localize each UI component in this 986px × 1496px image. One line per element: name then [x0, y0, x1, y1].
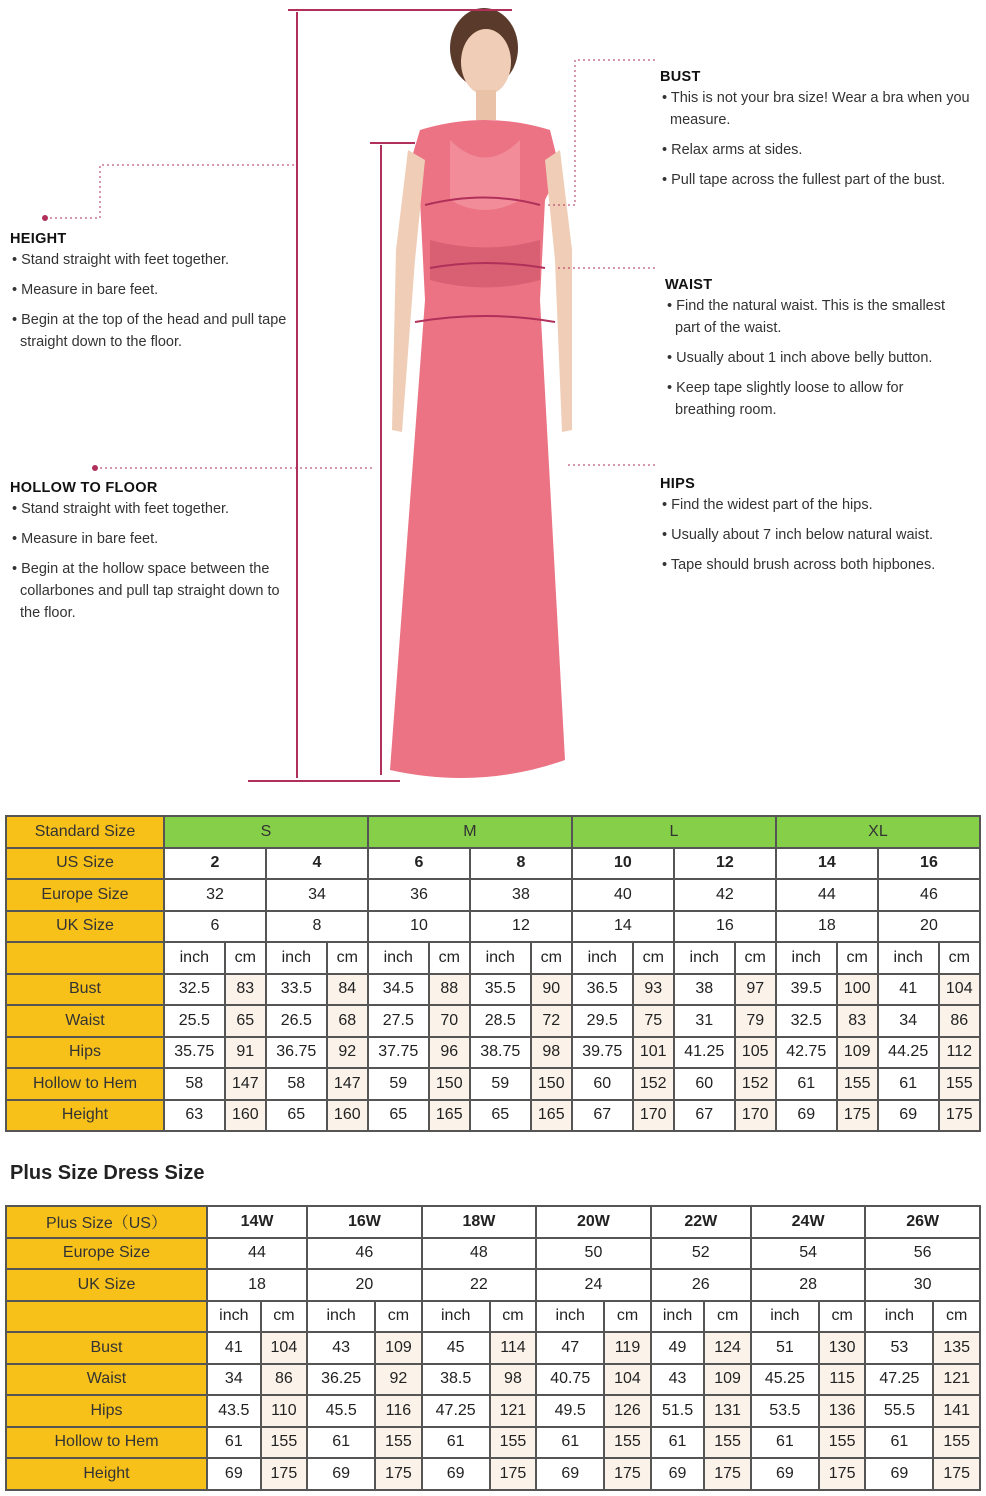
- eu-size-cell: 42: [674, 879, 776, 911]
- measurement-cell: 147: [225, 1068, 266, 1100]
- measurement-cell: 61: [207, 1427, 261, 1459]
- measurement-cell: 39.75: [572, 1037, 633, 1069]
- guide-item: Pull tape across the fullest part of the bust.: [671, 172, 946, 188]
- bust-guide: BUST • This is not your bra size! Wear a bra when you measure. • Relax arms at sides. • Pull tape across the fullest part of the bust.: [660, 67, 985, 199]
- measurement-cell: 34: [207, 1364, 261, 1396]
- guide-item: Begin at the top of the head and pull tape straight down to the floor.: [20, 312, 287, 350]
- uk-size-cell: 20: [307, 1269, 422, 1301]
- row-label: Hollow to Hem: [6, 1427, 207, 1459]
- measurement-cell: 155: [375, 1427, 421, 1459]
- table-row: [6, 942, 980, 974]
- unit-inch: inch: [422, 1301, 490, 1333]
- row-label: Plus Size（US）: [6, 1206, 207, 1238]
- measurement-cell: 160: [225, 1100, 266, 1132]
- row-label: Bust: [6, 1332, 207, 1364]
- unit-inch: inch: [674, 942, 735, 974]
- row-label: Hollow to Hem: [6, 1068, 164, 1100]
- uk-size-cell: 26: [651, 1269, 751, 1301]
- measurement-cell: 72: [531, 1005, 572, 1037]
- measurement-cell: 61: [776, 1068, 837, 1100]
- measurement-cell: 45.25: [751, 1364, 819, 1396]
- table-row: [6, 848, 980, 880]
- measurement-cell: 69: [651, 1458, 705, 1490]
- eu-size-cell: 48: [422, 1238, 537, 1270]
- measurement-cell: 43: [651, 1364, 705, 1396]
- measurement-cell: 69: [207, 1458, 261, 1490]
- measurement-cell: 150: [531, 1068, 572, 1100]
- measurement-cell: 45: [422, 1332, 490, 1364]
- us-size-cell: 22W: [651, 1206, 751, 1238]
- measurement-cell: 147: [327, 1068, 368, 1100]
- uk-size-cell: 18: [776, 911, 878, 943]
- measurement-cell: 35.5: [470, 974, 531, 1006]
- measurement-cell: 150: [429, 1068, 470, 1100]
- measurement-cell: 115: [819, 1364, 865, 1396]
- us-size-cell: 24W: [751, 1206, 866, 1238]
- table-row: [6, 816, 980, 848]
- us-size-cell: 2: [164, 848, 266, 880]
- measurement-cell: 141: [933, 1395, 980, 1427]
- unit-inch: inch: [207, 1301, 261, 1333]
- measurement-cell: 93: [633, 974, 674, 1006]
- eu-size-cell: 52: [651, 1238, 751, 1270]
- measurement-cell: 40.75: [536, 1364, 604, 1396]
- unit-cm: cm: [604, 1301, 650, 1333]
- row-label: Hips: [6, 1395, 207, 1427]
- plus-size-table: [5, 1205, 981, 1491]
- measurement-cell: 105: [735, 1037, 776, 1069]
- table-row: [6, 1427, 980, 1459]
- guide-item: Find the widest part of the hips.: [671, 497, 873, 513]
- measurement-cell: 27.5: [368, 1005, 429, 1037]
- measurement-cell: 69: [776, 1100, 837, 1132]
- us-size-cell: 14W: [207, 1206, 307, 1238]
- measurement-cell: 34.5: [368, 974, 429, 1006]
- guide-item: Stand straight with feet together.: [21, 252, 230, 268]
- measurement-cell: 112: [939, 1037, 981, 1069]
- measurement-cell: 61: [422, 1427, 490, 1459]
- row-label: Europe Size: [6, 1238, 207, 1270]
- unit-cm: cm: [735, 942, 776, 974]
- eu-size-cell: 40: [572, 879, 674, 911]
- size-group-header: XL: [776, 816, 980, 848]
- guide-item: This is not your bra size! Wear a bra when you measure.: [670, 90, 970, 128]
- measurement-cell: 175: [933, 1458, 980, 1490]
- hips-guide: HIPS • Find the widest part of the hips. • Usually about 7 inch below natural waist. • Tape should brush across both hipbones.: [660, 474, 985, 584]
- unit-cm: cm: [261, 1301, 307, 1333]
- measurement-cell: 47: [536, 1332, 604, 1364]
- guide-item: Usually about 1 inch above belly button.: [676, 350, 933, 366]
- measurement-cell: 38: [674, 974, 735, 1006]
- measurement-cell: 41: [878, 974, 939, 1006]
- measurement-cell: 49.5: [536, 1395, 604, 1427]
- measurement-cell: 59: [470, 1068, 531, 1100]
- measurement-cell: 55.5: [865, 1395, 933, 1427]
- measurement-cell: 49: [651, 1332, 705, 1364]
- hollow-title: HOLLOW TO FLOOR: [10, 480, 158, 496]
- unit-inch: inch: [368, 942, 429, 974]
- measurement-cell: 101: [633, 1037, 674, 1069]
- measurement-cell: 29.5: [572, 1005, 633, 1037]
- measurement-cell: 45.5: [307, 1395, 375, 1427]
- guide-item: Tape should brush across both hipbones.: [670, 557, 936, 573]
- guide-item: Stand straight with feet together.: [21, 501, 230, 517]
- table-row: [6, 974, 980, 1006]
- measurement-cell: 31: [674, 1005, 735, 1037]
- unit-inch: inch: [164, 942, 225, 974]
- standard-size-table: [5, 815, 981, 1132]
- uk-size-cell: 20: [878, 911, 980, 943]
- eu-size-cell: 34: [266, 879, 368, 911]
- eu-size-cell: 32: [164, 879, 266, 911]
- us-size-cell: 8: [470, 848, 572, 880]
- unit-cm: cm: [490, 1301, 536, 1333]
- measurement-cell: 155: [261, 1427, 307, 1459]
- measurement-cell: 109: [375, 1332, 421, 1364]
- measurement-cell: 165: [429, 1100, 470, 1132]
- unit-cm: cm: [939, 942, 981, 974]
- measurement-cell: 75: [633, 1005, 674, 1037]
- row-label: Europe Size: [6, 879, 164, 911]
- guide-item: Find the natural waist. This is the smallest part of the waist.: [675, 298, 946, 336]
- guide-item: Relax arms at sides.: [671, 142, 803, 158]
- measurement-cell: 104: [261, 1332, 307, 1364]
- us-size-cell: 14: [776, 848, 878, 880]
- measurement-cell: 60: [572, 1068, 633, 1100]
- measurement-cell: 155: [939, 1068, 981, 1100]
- waist-title: WAIST: [665, 277, 713, 293]
- uk-size-cell: 6: [164, 911, 266, 943]
- measurement-cell: 60: [674, 1068, 735, 1100]
- table-row: [6, 1364, 980, 1396]
- measurement-cell: 121: [490, 1395, 536, 1427]
- us-size-cell: 20W: [536, 1206, 651, 1238]
- measurement-cell: 91: [225, 1037, 266, 1069]
- eu-size-cell: 46: [878, 879, 980, 911]
- uk-size-cell: 16: [674, 911, 776, 943]
- unit-inch: inch: [878, 942, 939, 974]
- hips-title: HIPS: [660, 476, 696, 492]
- measurement-cell: 86: [939, 1005, 981, 1037]
- table-row: [6, 1332, 980, 1364]
- measurement-cell: 155: [604, 1427, 650, 1459]
- measurement-cell: 67: [572, 1100, 633, 1132]
- measurement-cell: 83: [837, 1005, 878, 1037]
- measurement-cell: 98: [490, 1364, 536, 1396]
- measurement-cell: 114: [490, 1332, 536, 1364]
- measurement-cell: 65: [368, 1100, 429, 1132]
- measurement-cell: 69: [422, 1458, 490, 1490]
- height-title: HEIGHT: [10, 231, 67, 247]
- measurement-cell: 79: [735, 1005, 776, 1037]
- us-size-cell: 16W: [307, 1206, 422, 1238]
- measurement-cell: 109: [704, 1364, 750, 1396]
- unit-cm: cm: [327, 942, 368, 974]
- measurement-cell: 41.25: [674, 1037, 735, 1069]
- us-size-cell: 4: [266, 848, 368, 880]
- measurement-cell: 155: [819, 1427, 865, 1459]
- unit-inch: inch: [536, 1301, 604, 1333]
- measurement-cell: 175: [939, 1100, 981, 1132]
- measurement-cell: 37.75: [368, 1037, 429, 1069]
- measurement-cell: 36.25: [307, 1364, 375, 1396]
- measurement-cell: 68: [327, 1005, 368, 1037]
- unit-cm: cm: [704, 1301, 750, 1333]
- height-guide: HEIGHT • Stand straight with feet together. • Measure in bare feet. • Begin at the top of the head and pull tape straight down to the floor.: [10, 229, 290, 361]
- measurement-cell: 43.5: [207, 1395, 261, 1427]
- measurement-cell: 58: [164, 1068, 225, 1100]
- table-row: [6, 911, 980, 943]
- measurement-cell: 92: [375, 1364, 421, 1396]
- table-row: [6, 879, 980, 911]
- measurement-cell: 83: [225, 974, 266, 1006]
- unit-cm: cm: [375, 1301, 421, 1333]
- row-label: UK Size: [6, 911, 164, 943]
- measurement-cell: 36.5: [572, 974, 633, 1006]
- measurement-cell: 65: [266, 1100, 327, 1132]
- measurement-cell: 67: [674, 1100, 735, 1132]
- measurement-cell: 65: [470, 1100, 531, 1132]
- row-label: Hips: [6, 1037, 164, 1069]
- measurement-cell: 32.5: [164, 974, 225, 1006]
- table-row: [6, 1395, 980, 1427]
- table-row: [6, 1005, 980, 1037]
- measurement-cell: 47.25: [422, 1395, 490, 1427]
- unit-cm: cm: [819, 1301, 865, 1333]
- measurement-cell: 170: [633, 1100, 674, 1132]
- eu-size-cell: 44: [776, 879, 878, 911]
- row-label: Waist: [6, 1364, 207, 1396]
- measurement-cell: 160: [327, 1100, 368, 1132]
- table-row: [6, 1068, 980, 1100]
- measurement-cell: 35.75: [164, 1037, 225, 1069]
- us-size-cell: 6: [368, 848, 470, 880]
- measurement-cell: 97: [735, 974, 776, 1006]
- measurement-cell: 175: [837, 1100, 878, 1132]
- eu-size-cell: 54: [751, 1238, 866, 1270]
- measurement-cell: 63: [164, 1100, 225, 1132]
- guide-item: Usually about 7 inch below natural waist.: [671, 527, 934, 543]
- measurement-cell: 53: [865, 1332, 933, 1364]
- measurement-cell: 165: [531, 1100, 572, 1132]
- table-row: [6, 1458, 980, 1490]
- unit-inch: inch: [266, 942, 327, 974]
- measurement-cell: 47.25: [865, 1364, 933, 1396]
- table-row: [6, 1238, 980, 1270]
- unit-cm: cm: [933, 1301, 980, 1333]
- measurement-cell: 152: [633, 1068, 674, 1100]
- unit-cm: cm: [429, 942, 470, 974]
- eu-size-cell: 50: [536, 1238, 651, 1270]
- measurement-cell: 119: [604, 1332, 650, 1364]
- eu-size-cell: 36: [368, 879, 470, 911]
- us-size-cell: 16: [878, 848, 980, 880]
- eu-size-cell: 44: [207, 1238, 307, 1270]
- measurement-cell: 170: [735, 1100, 776, 1132]
- guide-item: Begin at the hollow space between the collarbones and pull tap straight down to the floor.: [20, 561, 280, 621]
- row-label: [6, 1301, 207, 1333]
- unit-inch: inch: [776, 942, 837, 974]
- row-label: Waist: [6, 1005, 164, 1037]
- measurement-cell: 155: [704, 1427, 750, 1459]
- measurement-cell: 155: [490, 1427, 536, 1459]
- unit-inch: inch: [751, 1301, 819, 1333]
- measurement-cell: 175: [819, 1458, 865, 1490]
- measurement-cell: 34: [878, 1005, 939, 1037]
- measurement-cell: 25.5: [164, 1005, 225, 1037]
- us-size-cell: 26W: [865, 1206, 980, 1238]
- measurement-cell: 175: [375, 1458, 421, 1490]
- measurement-cell: 53.5: [751, 1395, 819, 1427]
- us-size-cell: 12: [674, 848, 776, 880]
- table-row: [6, 1269, 980, 1301]
- guide-item: Keep tape slightly loose to allow for breathing room.: [675, 380, 904, 418]
- uk-size-cell: 28: [751, 1269, 866, 1301]
- measurement-cell: 96: [429, 1037, 470, 1069]
- size-group-header: S: [164, 816, 368, 848]
- uk-size-cell: 18: [207, 1269, 307, 1301]
- measurement-cell: 124: [704, 1332, 750, 1364]
- measurement-cell: 104: [939, 974, 981, 1006]
- uk-size-cell: 10: [368, 911, 470, 943]
- table-row: [6, 1037, 980, 1069]
- measurement-cell: 51.5: [651, 1395, 705, 1427]
- measurement-cell: 33.5: [266, 974, 327, 1006]
- measurement-cell: 28.5: [470, 1005, 531, 1037]
- measurement-cell: 70: [429, 1005, 470, 1037]
- measurement-cell: 58: [266, 1068, 327, 1100]
- measurement-cell: 69: [307, 1458, 375, 1490]
- measurement-cell: 135: [933, 1332, 980, 1364]
- measurement-cell: 175: [490, 1458, 536, 1490]
- plus-size-title: Plus Size Dress Size: [10, 1162, 205, 1184]
- guide-item: Measure in bare feet.: [21, 282, 159, 298]
- unit-cm: cm: [225, 942, 266, 974]
- measurement-cell: 41: [207, 1332, 261, 1364]
- measurement-cell: 136: [819, 1395, 865, 1427]
- measurement-cell: 126: [604, 1395, 650, 1427]
- measurement-cell: 38.75: [470, 1037, 531, 1069]
- us-size-cell: 18W: [422, 1206, 537, 1238]
- unit-inch: inch: [572, 942, 633, 974]
- row-label: Bust: [6, 974, 164, 1006]
- measurement-cell: 65: [225, 1005, 266, 1037]
- unit-cm: cm: [531, 942, 572, 974]
- unit-inch: inch: [307, 1301, 375, 1333]
- measurement-cell: 32.5: [776, 1005, 837, 1037]
- size-group-header: M: [368, 816, 572, 848]
- measurement-cell: 155: [837, 1068, 878, 1100]
- measurement-cell: 42.75: [776, 1037, 837, 1069]
- uk-size-cell: 8: [266, 911, 368, 943]
- measurement-cell: 90: [531, 974, 572, 1006]
- row-label: US Size: [6, 848, 164, 880]
- measurement-cell: 88: [429, 974, 470, 1006]
- measurement-cell: 36.75: [266, 1037, 327, 1069]
- measurement-cell: 104: [604, 1364, 650, 1396]
- measurement-cell: 130: [819, 1332, 865, 1364]
- measurement-cell: 61: [651, 1427, 705, 1459]
- measurement-cell: 175: [604, 1458, 650, 1490]
- measurement-cell: 61: [878, 1068, 939, 1100]
- measurement-cell: 61: [536, 1427, 604, 1459]
- measurement-cell: 152: [735, 1068, 776, 1100]
- unit-cm: cm: [633, 942, 674, 974]
- measurement-cell: 84: [327, 974, 368, 1006]
- measurement-cell: 121: [933, 1364, 980, 1396]
- measurement-cell: 69: [878, 1100, 939, 1132]
- measurement-cell: 61: [865, 1427, 933, 1459]
- measurement-cell: 175: [261, 1458, 307, 1490]
- row-label: UK Size: [6, 1269, 207, 1301]
- table-row: [6, 1301, 980, 1333]
- size-group-header: L: [572, 816, 776, 848]
- measurement-cell: 51: [751, 1332, 819, 1364]
- measurement-cell: 38.5: [422, 1364, 490, 1396]
- waist-guide: WAIST • Find the natural waist. This is the smallest part of the waist. • Usually about 1 inch above belly button. • Keep tape slightly loose to allow for breathing room.: [665, 275, 965, 429]
- measurement-cell: 109: [837, 1037, 878, 1069]
- unit-inch: inch: [470, 942, 531, 974]
- eu-size-cell: 56: [865, 1238, 980, 1270]
- measurement-cell: 59: [368, 1068, 429, 1100]
- measurement-cell: 26.5: [266, 1005, 327, 1037]
- measurement-cell: 61: [307, 1427, 375, 1459]
- uk-size-cell: 24: [536, 1269, 651, 1301]
- uk-size-cell: 22: [422, 1269, 537, 1301]
- measurement-cell: 61: [751, 1427, 819, 1459]
- row-label: Height: [6, 1458, 207, 1490]
- uk-size-cell: 14: [572, 911, 674, 943]
- unit-inch: inch: [865, 1301, 933, 1333]
- measurement-cell: 131: [704, 1395, 750, 1427]
- measurement-cell: 69: [751, 1458, 819, 1490]
- measurement-cell: 98: [531, 1037, 572, 1069]
- unit-cm: cm: [837, 942, 878, 974]
- measurement-cell: 155: [933, 1427, 980, 1459]
- measurement-cell: 100: [837, 974, 878, 1006]
- hollow-guide: HOLLOW TO FLOOR • Stand straight with feet together. • Measure in bare feet. • Begin at the hollow space between the collarbones and pull tap straight down to the floor.: [10, 478, 290, 632]
- us-size-cell: 10: [572, 848, 674, 880]
- uk-size-cell: 12: [470, 911, 572, 943]
- unit-inch: inch: [651, 1301, 705, 1333]
- uk-size-cell: 30: [865, 1269, 980, 1301]
- measurement-cell: 116: [375, 1395, 421, 1427]
- eu-size-cell: 46: [307, 1238, 422, 1270]
- measurement-cell: 43: [307, 1332, 375, 1364]
- row-label: Height: [6, 1100, 164, 1132]
- measurement-cell: 92: [327, 1037, 368, 1069]
- row-label: [6, 942, 164, 974]
- measurement-cell: 44.25: [878, 1037, 939, 1069]
- measurement-cell: 175: [704, 1458, 750, 1490]
- measurement-cell: 86: [261, 1364, 307, 1396]
- measurement-cell: 110: [261, 1395, 307, 1427]
- guide-item: Measure in bare feet.: [21, 531, 159, 547]
- table-row: [6, 1206, 980, 1238]
- bust-title: BUST: [660, 69, 701, 85]
- eu-size-cell: 38: [470, 879, 572, 911]
- dress-model: [390, 8, 572, 778]
- measurement-cell: 69: [536, 1458, 604, 1490]
- measurement-cell: 39.5: [776, 974, 837, 1006]
- table-row: [6, 1100, 980, 1132]
- row-label: Standard Size: [6, 816, 164, 848]
- measurement-cell: 69: [865, 1458, 933, 1490]
